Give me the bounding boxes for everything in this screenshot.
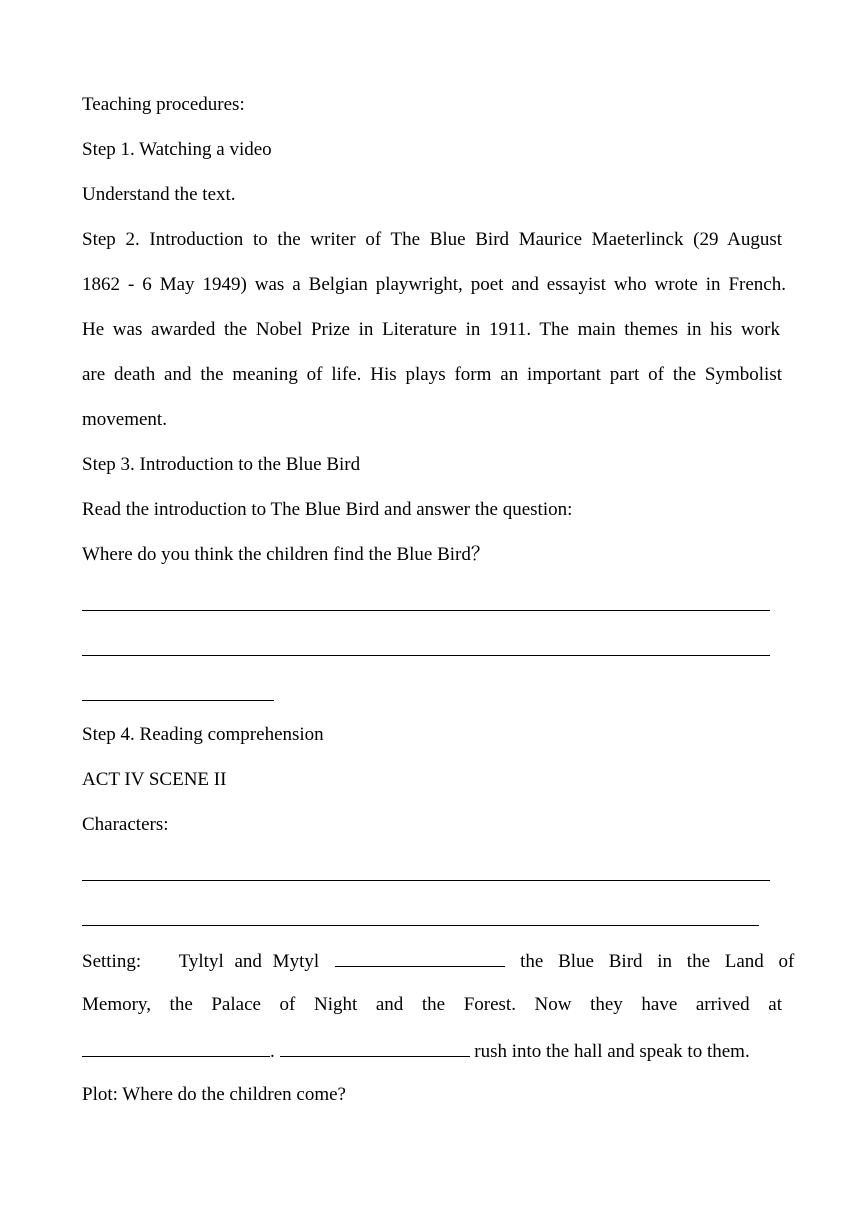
setting-blank-3[interactable] — [280, 1038, 470, 1057]
answer-blank-line-3[interactable] — [82, 700, 274, 701]
question-text: Where do you think the children find the Blue Bird？ — [82, 544, 490, 565]
setting-line1-end: the Blue Bird in the Land of — [520, 951, 795, 972]
step2-line-5: movement. — [82, 409, 167, 430]
answer-blank-line-2[interactable] — [82, 655, 770, 656]
setting-line-2: Memory, the Palace of Night and the Forest. Now they have arrived at — [82, 994, 782, 1015]
setting-line-3 — [82, 1038, 782, 1064]
setting-blank-2[interactable] — [82, 1038, 270, 1057]
answer-blank-line-1[interactable] — [82, 610, 770, 611]
step2-line-2: 1862 - 6 May 1949) was a Belgian playwright, poet and essayist who wrote in French. — [82, 274, 786, 295]
step2-line-3: He was awarded the Nobel Prize in Literature in 1911. The main themes in his work — [82, 319, 780, 340]
step1-heading: Step 1. Watching a video — [82, 139, 272, 160]
characters-blank-line-2[interactable] — [82, 925, 759, 926]
setting-label: Setting: — [82, 951, 142, 972]
characters-blank-line-1[interactable] — [82, 880, 770, 881]
setting-line-1 — [82, 948, 795, 974]
setting-line3-end: rush into the hall and speak to them. — [474, 1041, 750, 1062]
act-scene-heading: ACT IV SCENE II — [82, 769, 227, 790]
step4-heading: Step 4. Reading comprehension — [82, 724, 324, 745]
setting-subjects: Tyltyl and Mytyl — [178, 951, 320, 972]
characters-label: Characters: — [82, 814, 169, 835]
setting-separator: . — [270, 1041, 275, 1062]
read-intro-instruction: Read the introduction to The Blue Bird and answer the question: — [82, 499, 573, 520]
step3-heading: Step 3. Introduction to the Blue Bird — [82, 454, 361, 475]
plot-question: Plot: Where do the children come? — [82, 1084, 346, 1105]
understand-text: Understand the text. — [82, 184, 236, 205]
setting-blank-1[interactable] — [335, 948, 505, 967]
step2-line-1: Step 2. Introduction to the writer of The Blue Bird Maurice Maeterlinck (29 August — [82, 229, 782, 250]
teaching-procedures-heading: Teaching procedures: — [82, 94, 245, 115]
step2-line-4: are death and the meaning of life. His plays form an important part of the Symbolist — [82, 364, 782, 385]
